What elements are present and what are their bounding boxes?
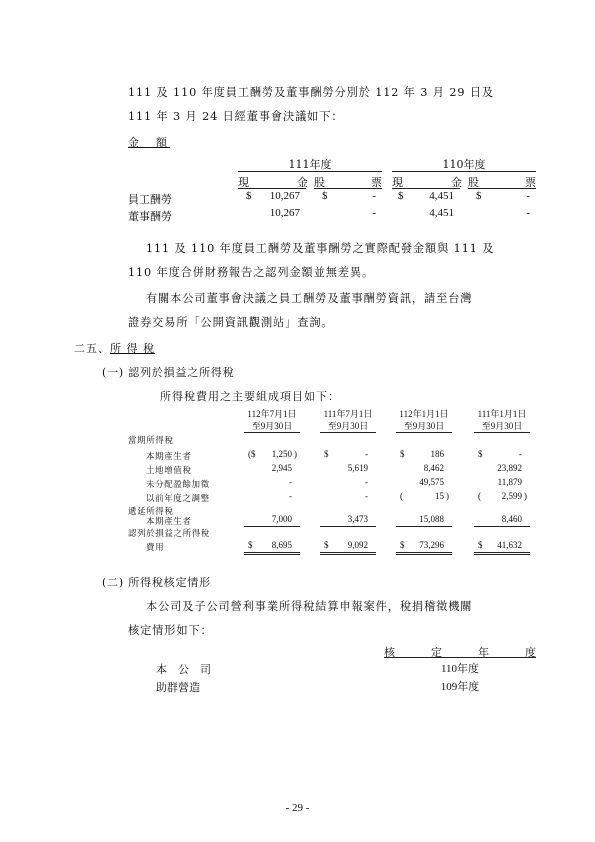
tax-col-header-line1: 112年7月1日 <box>247 409 297 419</box>
paragraph-1-line-1: 111 及 110 年度員工酬勞及董事酬勞分別於 112 年 3 月 29 日及 <box>128 86 494 99</box>
approval-company-1: 本 公 司 <box>156 663 211 676</box>
stock-111-symbol: $ <box>322 190 328 202</box>
paragraph-2-line-1: 111 及 110 年度員工酬勞及董事酬勞之實際配發金額與 111 及 <box>146 242 495 255</box>
year-110-rule <box>392 171 536 172</box>
tax-cell-prefix: $ <box>324 449 329 459</box>
tax-col-header-rule <box>396 432 452 433</box>
total-double-rule <box>474 554 530 555</box>
tax-row-label: 土地增值稅 <box>146 466 192 476</box>
tax-col-header-rule <box>244 432 300 433</box>
tax-col-header-rule <box>320 432 376 433</box>
tax-cell-value: 9,092 <box>347 540 368 550</box>
comp-row-label: 員工酬勞 <box>128 193 172 206</box>
subsection-2-line-1: 本公司及子公司營利事業所得稅結算申報案件，稅捐稽徵機關 <box>146 600 473 613</box>
tax-cell-value: 2,599 <box>501 491 522 501</box>
tax-row-label: 遞延所得稅 <box>128 507 174 517</box>
cash-110-rule <box>392 188 460 189</box>
subsection-1-intro: 所得稅費用之主要組成項目如下： <box>160 390 340 403</box>
subtotal-rule <box>396 526 452 527</box>
subsection-1-heading: (一) 認列於損益之所得稅 <box>102 366 235 379</box>
section-25-heading <box>74 340 155 356</box>
tax-row-label: 以前年度之調整 <box>146 494 210 504</box>
paragraph-1-line-2: 111 年 3 月 24 日經董事會決議如下： <box>128 110 344 123</box>
cash-110-value: 4,451 <box>429 190 454 202</box>
cash-111-header: 現 金 <box>238 176 308 189</box>
tax-col-header-line1: 111年1月1日 <box>477 409 527 419</box>
tax-row-label: 本期產生者 <box>146 517 192 527</box>
tax-cell-prefix: $ <box>324 540 329 550</box>
tax-cell-suffix: ) <box>524 491 527 501</box>
approval-company-2: 助群營造 <box>156 681 200 694</box>
amount-label: 金 額 <box>128 136 170 149</box>
tax-cell-prefix: ( <box>400 491 403 501</box>
subtotal-rule <box>474 526 530 527</box>
tax-col-header-line2: 至9月30日 <box>327 421 369 431</box>
total-double-rule <box>244 554 300 555</box>
total-double-rule <box>244 552 300 553</box>
total-double-rule <box>320 552 376 553</box>
tax-cell-value: 2,945 <box>271 463 292 473</box>
tax-cell-value: 5,619 <box>347 463 368 473</box>
year-110-header: 110年度 <box>442 158 486 171</box>
tax-row-label: 認列於損益之所得稅 <box>128 529 210 539</box>
stock-111-value: - <box>372 207 376 219</box>
tax-cell-suffix: ) <box>294 449 297 459</box>
approval-year-2: 109年度 <box>440 681 480 693</box>
tax-cell-prefix: ($ <box>248 449 256 459</box>
tax-col-header-line2: 至9月30日 <box>251 421 293 431</box>
stock-110-value: - <box>526 207 530 219</box>
cash-111-value: 10,267 <box>269 190 300 202</box>
tax-cell-value: - <box>365 477 368 487</box>
stock-110-rule <box>468 188 536 189</box>
tax-cell-prefix: $ <box>400 540 405 550</box>
page-number: - 29 - <box>285 802 310 814</box>
tax-cell-prefix: ( <box>478 491 481 501</box>
cash-110-header: 現 金 <box>392 176 462 189</box>
tax-cell-prefix: $ <box>248 540 253 550</box>
tax-row-label: 費用 <box>146 543 165 553</box>
tax-cell-prefix: $ <box>400 449 405 459</box>
approval-year-header: 核 定 年 度 <box>384 646 536 659</box>
tax-cell-value: 73,296 <box>419 540 444 550</box>
tax-row-label: 本期產生者 <box>146 452 192 462</box>
tax-cell-value: 8,460 <box>501 514 522 524</box>
paragraph-3-line-1: 有關本公司董事會決議之員工酬勞及董事酬勞資訊，請至台灣 <box>146 292 473 305</box>
tax-cell-value: 11,879 <box>497 477 522 487</box>
paragraph-3-line-2: 證券交易所「公開資訊觀測站」查詢。 <box>128 316 334 329</box>
tax-cell-value: 15 <box>435 491 444 501</box>
tax-cell-value: 7,000 <box>271 514 292 524</box>
tax-cell-prefix: $ <box>478 449 483 459</box>
paragraph-2-line-2: 110 年度合併財務報告之認列金額並無差異。 <box>128 266 375 279</box>
approval-year-1: 110年度 <box>440 663 480 675</box>
tax-cell-value: 8,462 <box>423 463 444 473</box>
section-title: 所 得 稅 <box>110 342 155 355</box>
tax-cell-value: 23,892 <box>497 463 522 473</box>
stock-111-rule <box>314 188 382 189</box>
year-111-header: 111年度 <box>288 158 332 171</box>
tax-cell-prefix: $ <box>478 540 483 550</box>
tax-col-header-rule <box>474 432 530 433</box>
subsection-2-line-2: 核定情形如下： <box>128 624 213 637</box>
tax-col-header-line2: 至9月30日 <box>481 421 523 431</box>
tax-cell-value: - <box>289 491 292 501</box>
tax-cell-value: - <box>519 449 522 459</box>
tax-cell-value: 3,473 <box>347 514 368 524</box>
year-111-rule <box>238 171 382 172</box>
tax-cell-value: 41,632 <box>497 540 522 550</box>
tax-cell-value: 15,088 <box>419 514 444 524</box>
tax-cell-value: 49,575 <box>419 477 444 487</box>
total-double-rule <box>474 552 530 553</box>
tax-cell-value: - <box>289 477 292 487</box>
cash-110-symbol: $ <box>398 190 404 202</box>
tax-row-label: 當期所得稅 <box>128 436 174 446</box>
tax-cell-value: 186 <box>430 449 444 459</box>
tax-col-header-line2: 至9月30日 <box>403 421 445 431</box>
stock-111-header: 股 票 <box>314 176 382 189</box>
comp-row-label: 董事酬勞 <box>128 210 172 223</box>
total-double-rule <box>396 554 452 555</box>
subtotal-rule <box>320 526 376 527</box>
cash-111-rule <box>238 188 306 189</box>
approval-header-rule <box>384 657 536 658</box>
section-number: 二五、 <box>74 342 110 355</box>
stock-111-value: - <box>372 190 376 202</box>
stock-110-symbol: $ <box>476 190 482 202</box>
total-double-rule <box>320 554 376 555</box>
subtotal-rule <box>244 526 300 527</box>
tax-cell-value: 8,695 <box>271 540 292 550</box>
total-double-rule <box>396 552 452 553</box>
tax-col-header-line1: 112年1月1日 <box>399 409 449 419</box>
cash-111-value: 10,267 <box>269 207 300 219</box>
stock-110-value: - <box>526 190 530 202</box>
tax-cell-value: - <box>365 491 368 501</box>
cash-110-value: 4,451 <box>429 207 454 219</box>
tax-cell-value: 1,250 <box>271 449 292 459</box>
cash-111-symbol: $ <box>246 190 252 202</box>
subsection-2-heading: (二) 所得稅核定情形 <box>102 576 211 589</box>
tax-cell-value: - <box>365 449 368 459</box>
stock-110-header: 股 票 <box>468 176 536 189</box>
tax-row-label: 未分配盈餘加徵 <box>146 480 210 490</box>
tax-cell-suffix: ) <box>446 491 449 501</box>
tax-col-header-line1: 111年7月1日 <box>323 409 373 419</box>
